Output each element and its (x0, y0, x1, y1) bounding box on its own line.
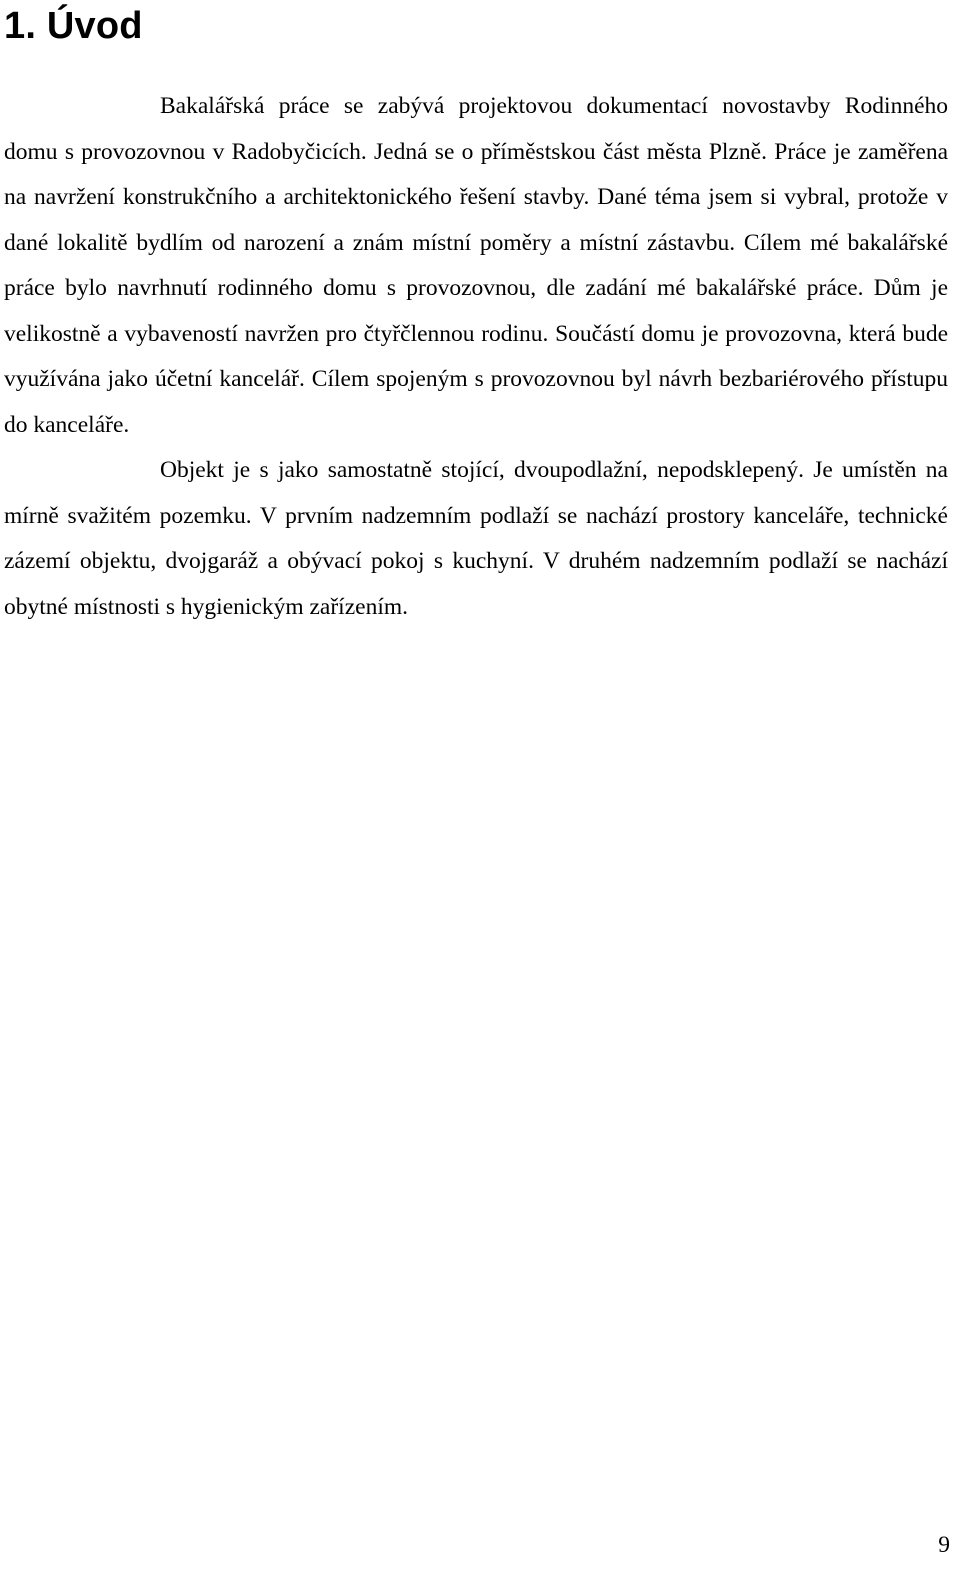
page-number: 9 (938, 1532, 950, 1558)
section-heading: 1. Úvod (4, 5, 143, 47)
paragraph-building-description: Objekt je s jako samostatně stojící, dvoupodlažní, nepodsklepený. Je umístěn na mírně svažitém pozemku. V prvním nadzemním podlaží se nachází prostory kanceláře, technické zázemí objektu, dvojgaráž a obývací pokoj s kuchyní. V druhém nadzemním podlaží se nachází obytné místnosti s hygienickým zařízením. (4, 457, 948, 620)
paragraph-introduction: Bakalářská práce se zabývá projektovou dokumentací novostavby Rodinného domu s provozovnou v Radobyčicích. Jedná se o příměstskou část města Plzně. Práce je zaměřena na navržení konstrukčního a architektonického řešení stavby. Dané téma jsem si vybral, protože v dané lokalitě bydlím od narození a znám místní poměry a místní zástavbu. Cílem mé bakalářské práce bylo navrhnutí rodinného domu s provozovnou, dle zadání mé bakalářské práce. Dům je velikostně a vybaveností navržen pro čtyřčlennou rodinu. Součástí domu je provozovna, která bude využívána jako účetní kancelář. Cílem spojeným s provozovnou byl návrh bezbariérového přístupu do kanceláře. (4, 93, 948, 438)
body-text (4, 84, 948, 630)
